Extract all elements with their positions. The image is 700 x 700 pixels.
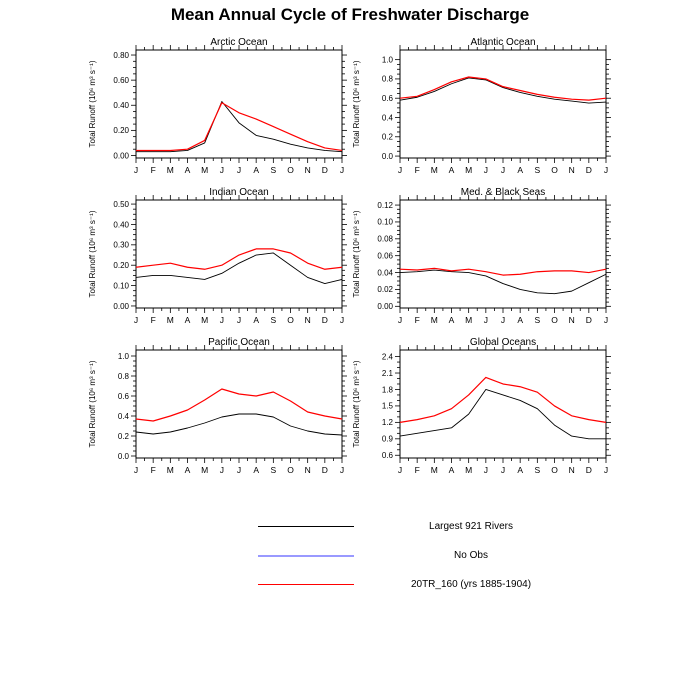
series-line-largest-921-rivers bbox=[136, 101, 342, 151]
x-tick-label: A bbox=[253, 315, 260, 325]
x-tick-label: D bbox=[585, 165, 592, 175]
y-tick-label: 0.9 bbox=[381, 434, 393, 444]
x-tick-label: J bbox=[397, 315, 403, 325]
x-tick-label: A bbox=[448, 315, 455, 325]
x-tick-label: D bbox=[321, 315, 328, 325]
x-tick-label: J bbox=[483, 315, 488, 325]
legend-label: 20TR_160 (yrs 1885-1904) bbox=[410, 579, 532, 590]
x-tick-label: F bbox=[414, 465, 420, 475]
x-tick-label: M bbox=[465, 165, 473, 175]
chart-arctic-ocean bbox=[84, 34, 348, 184]
y-tick-label: 0.10 bbox=[113, 281, 129, 291]
legend bbox=[258, 512, 588, 599]
y-tick-label: 0.4 bbox=[117, 411, 129, 421]
x-tick-label: O bbox=[287, 315, 294, 325]
y-tick-label: 0.6 bbox=[117, 391, 129, 401]
chart-global-oceans bbox=[348, 334, 612, 484]
x-tick-label: M bbox=[201, 315, 209, 325]
plot-frame bbox=[400, 350, 606, 458]
chart-canvas-indian-ocean bbox=[84, 184, 348, 334]
x-tick-label: S bbox=[270, 315, 277, 325]
x-tick-label: N bbox=[304, 165, 311, 175]
x-tick-label: J bbox=[236, 165, 242, 175]
x-tick-label: J bbox=[603, 165, 609, 175]
x-tick-label: M bbox=[166, 315, 174, 325]
x-tick-label: S bbox=[270, 465, 277, 475]
x-tick-label: J bbox=[483, 165, 488, 175]
y-tick-label: 0.8 bbox=[117, 371, 129, 381]
plot-frame bbox=[400, 200, 606, 308]
plot-frame bbox=[400, 50, 606, 158]
y-axis-label: Total Runoff (10⁶ m³ s⁻¹) bbox=[352, 210, 361, 298]
x-tick-label: S bbox=[534, 465, 541, 475]
x-tick-label: J bbox=[500, 165, 506, 175]
x-tick-label: A bbox=[517, 315, 524, 325]
y-tick-label: 0.10 bbox=[377, 217, 393, 227]
y-tick-label: 0.2 bbox=[117, 431, 129, 441]
axis-ticks bbox=[131, 345, 347, 463]
y-tick-label: 0.4 bbox=[381, 113, 393, 123]
x-tick-label: M bbox=[465, 315, 473, 325]
x-tick-label: D bbox=[321, 165, 328, 175]
y-axis-label: Total Runoff (10⁶ m³ s⁻¹) bbox=[88, 60, 97, 148]
x-tick-label: J bbox=[133, 465, 139, 475]
x-tick-label: O bbox=[551, 165, 558, 175]
y-tick-label: 0.2 bbox=[381, 132, 393, 142]
x-tick-label: A bbox=[517, 465, 524, 475]
y-tick-label: 1.0 bbox=[381, 55, 393, 65]
x-tick-label: F bbox=[150, 315, 156, 325]
x-tick-label: S bbox=[270, 165, 277, 175]
y-tick-label: 0.08 bbox=[377, 234, 393, 244]
legend-label: Largest 921 Rivers bbox=[429, 521, 513, 532]
y-tick-label: 0.02 bbox=[377, 285, 393, 295]
x-tick-label: J bbox=[603, 465, 609, 475]
x-tick-label: A bbox=[184, 465, 191, 475]
x-tick-label: J bbox=[133, 165, 139, 175]
x-tick-label: J bbox=[133, 315, 139, 325]
series-line-largest-921-rivers bbox=[136, 253, 342, 284]
x-tick-label: M bbox=[430, 165, 438, 175]
x-tick-label: J bbox=[236, 465, 242, 475]
x-tick-label: D bbox=[321, 465, 328, 475]
x-tick-label: F bbox=[414, 165, 420, 175]
y-tick-label: 1.0 bbox=[117, 351, 129, 361]
y-tick-label: 0.0 bbox=[117, 451, 129, 461]
x-tick-label: O bbox=[287, 165, 294, 175]
x-tick-label: D bbox=[585, 315, 592, 325]
legend-line-sample bbox=[258, 584, 354, 585]
y-axis-label: Total Runoff (10⁶ m³ s⁻¹) bbox=[352, 60, 361, 148]
chart-title: Global Oceans bbox=[469, 337, 537, 348]
x-tick-label: O bbox=[287, 465, 294, 475]
x-tick-label: A bbox=[448, 165, 455, 175]
chart-canvas-med-black-seas bbox=[348, 184, 612, 334]
y-tick-label: 0.20 bbox=[113, 126, 129, 136]
y-tick-label: 0.60 bbox=[113, 75, 129, 85]
chart-canvas-pacific-ocean bbox=[84, 334, 348, 484]
x-tick-label: A bbox=[253, 465, 260, 475]
series-line-20tr-160-yrs-1885-1904 bbox=[400, 77, 606, 100]
legend-item-largest-921-rivers bbox=[258, 512, 588, 541]
y-tick-label: 0.00 bbox=[113, 301, 129, 311]
axis-ticks bbox=[395, 345, 611, 463]
series-line-20tr-160-yrs-1885-1904 bbox=[400, 268, 606, 275]
y-axis-label: Total Runoff (10⁶ m³ s⁻¹) bbox=[352, 360, 361, 448]
legend-line-sample bbox=[258, 526, 354, 527]
series-line-20tr-160-yrs-1885-1904 bbox=[400, 377, 606, 422]
legend-label: No Obs bbox=[454, 550, 488, 561]
chart-pacific-ocean bbox=[84, 334, 348, 484]
series-line-20tr-160-yrs-1885-1904 bbox=[136, 249, 342, 269]
y-tick-label: 0.8 bbox=[381, 74, 393, 84]
series-line-largest-921-rivers bbox=[400, 389, 606, 438]
plot-frame bbox=[136, 200, 342, 308]
chart-indian-ocean bbox=[84, 184, 348, 334]
y-tick-label: 0.00 bbox=[377, 302, 393, 312]
x-tick-label: J bbox=[397, 465, 403, 475]
y-tick-label: 0.30 bbox=[113, 240, 129, 250]
y-tick-label: 1.5 bbox=[381, 401, 393, 411]
x-tick-label: N bbox=[568, 315, 575, 325]
figure-title: Mean Annual Cycle of Freshwater Discharge bbox=[170, 5, 530, 24]
x-tick-label: S bbox=[534, 315, 541, 325]
y-tick-label: 0.40 bbox=[113, 220, 129, 230]
series-line-20tr-160-yrs-1885-1904 bbox=[136, 103, 342, 151]
legend-item-no-obs bbox=[258, 541, 588, 570]
x-tick-label: J bbox=[397, 165, 403, 175]
plot-frame bbox=[136, 350, 342, 458]
x-tick-label: J bbox=[219, 165, 224, 175]
plot-frame bbox=[136, 50, 342, 158]
series-line-20tr-160-yrs-1885-1904 bbox=[136, 389, 342, 421]
y-tick-label: 2.4 bbox=[381, 352, 393, 362]
x-tick-label: F bbox=[414, 315, 420, 325]
legend-line-sample bbox=[258, 555, 354, 557]
x-tick-label: A bbox=[184, 165, 191, 175]
axis-ticks bbox=[395, 195, 611, 313]
series-line-largest-921-rivers bbox=[400, 270, 606, 294]
y-tick-label: 0.6 bbox=[381, 94, 393, 104]
chart-med-black-seas bbox=[348, 184, 612, 334]
legend-item-20tr-160-yrs-1885-1904 bbox=[258, 570, 588, 599]
x-tick-label: J bbox=[483, 465, 488, 475]
x-tick-label: O bbox=[551, 465, 558, 475]
x-tick-label: A bbox=[253, 165, 260, 175]
axis-ticks bbox=[395, 45, 611, 163]
x-tick-label: N bbox=[568, 465, 575, 475]
x-tick-label: N bbox=[568, 165, 575, 175]
chart-canvas-global-oceans bbox=[348, 334, 612, 484]
x-tick-label: F bbox=[150, 165, 156, 175]
y-axis-label: Total Runoff (10⁶ m³ s⁻¹) bbox=[88, 360, 97, 448]
chart-atlantic-ocean bbox=[348, 34, 612, 184]
chart-title: Pacific Ocean bbox=[208, 337, 270, 348]
x-tick-label: J bbox=[500, 465, 506, 475]
y-tick-label: 0.6 bbox=[381, 451, 393, 461]
x-tick-label: A bbox=[517, 165, 524, 175]
x-tick-label: S bbox=[534, 165, 541, 175]
y-tick-label: 1.8 bbox=[381, 385, 393, 395]
y-tick-label: 0.12 bbox=[377, 200, 393, 210]
chart-canvas-arctic-ocean bbox=[84, 34, 348, 184]
x-tick-label: M bbox=[465, 465, 473, 475]
x-tick-label: N bbox=[304, 315, 311, 325]
x-tick-label: J bbox=[339, 165, 345, 175]
x-tick-label: M bbox=[201, 465, 209, 475]
y-tick-label: 0.40 bbox=[113, 101, 129, 111]
y-tick-label: 0.80 bbox=[113, 50, 129, 60]
x-tick-label: J bbox=[219, 315, 224, 325]
x-tick-label: A bbox=[448, 465, 455, 475]
chart-canvas-atlantic-ocean bbox=[348, 34, 612, 184]
y-axis-label: Total Runoff (10⁶ m³ s⁻¹) bbox=[88, 210, 97, 298]
y-tick-label: 2.1 bbox=[381, 368, 393, 378]
x-tick-label: J bbox=[603, 315, 609, 325]
x-tick-label: F bbox=[150, 465, 156, 475]
y-tick-label: 1.2 bbox=[381, 418, 393, 428]
y-tick-label: 0.06 bbox=[377, 251, 393, 261]
chart-title: Arctic Ocean bbox=[210, 37, 268, 48]
y-tick-label: 0.04 bbox=[377, 268, 393, 278]
axis-ticks bbox=[131, 195, 347, 313]
x-tick-label: M bbox=[166, 465, 174, 475]
chart-title: Med. & Black Seas bbox=[460, 187, 546, 198]
axis-ticks bbox=[131, 45, 347, 163]
x-tick-label: J bbox=[500, 315, 506, 325]
y-tick-label: 0.0 bbox=[381, 151, 393, 161]
x-tick-label: O bbox=[551, 315, 558, 325]
y-tick-label: 0.20 bbox=[113, 261, 129, 271]
y-tick-label: 0.00 bbox=[113, 151, 129, 161]
x-tick-label: M bbox=[201, 165, 209, 175]
x-tick-label: J bbox=[236, 315, 242, 325]
y-tick-label: 0.50 bbox=[113, 199, 129, 209]
x-tick-label: M bbox=[166, 165, 174, 175]
x-tick-label: M bbox=[430, 465, 438, 475]
x-tick-label: D bbox=[585, 465, 592, 475]
x-tick-label: A bbox=[184, 315, 191, 325]
x-tick-label: N bbox=[304, 465, 311, 475]
chart-title: Indian Ocean bbox=[209, 187, 269, 198]
x-tick-label: J bbox=[339, 315, 345, 325]
x-tick-label: J bbox=[339, 465, 345, 475]
chart-title: Atlantic Ocean bbox=[470, 37, 536, 48]
charts-grid bbox=[84, 34, 612, 484]
x-tick-label: J bbox=[219, 465, 224, 475]
x-tick-label: M bbox=[430, 315, 438, 325]
